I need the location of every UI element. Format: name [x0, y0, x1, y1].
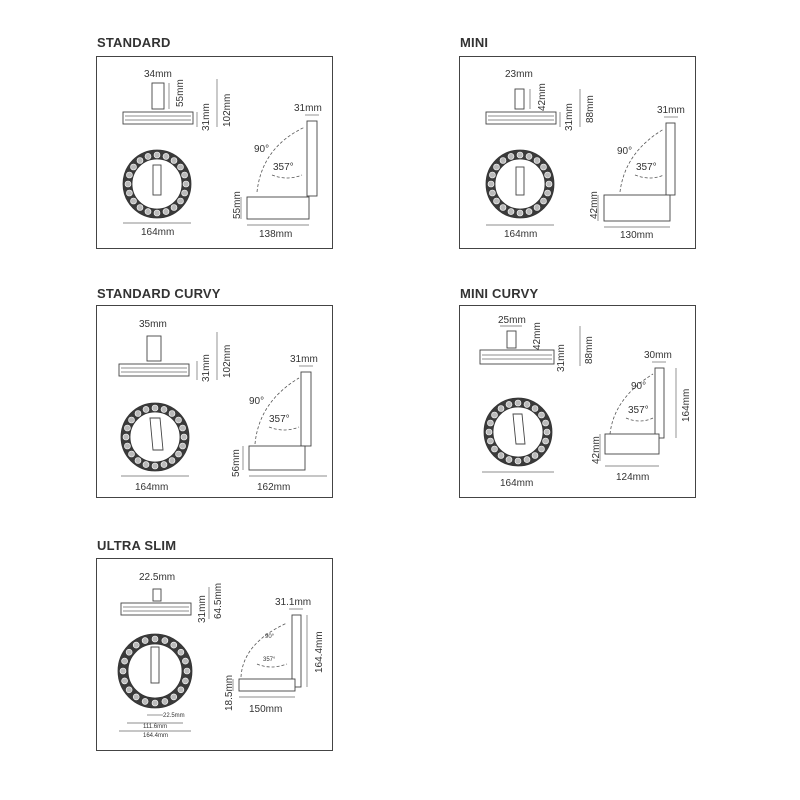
ring-opening — [500, 205, 506, 211]
dim-head-height: 42mm — [537, 83, 548, 111]
dim-base-length: 130mm — [620, 230, 654, 241]
dim-total-height: 102mm — [222, 344, 233, 378]
ring-opening — [545, 190, 551, 196]
dim-total-height: 102mm — [222, 93, 233, 127]
dim-rail-height: 31mm — [197, 595, 208, 623]
dim-tilt: 90° — [617, 146, 633, 157]
ring-opening — [143, 406, 149, 412]
ring-opening — [135, 411, 141, 417]
dim-rotation: 357° — [263, 657, 276, 663]
dim-rotation: 357° — [636, 162, 657, 173]
side-arm-shape — [301, 372, 311, 446]
ring-opening — [129, 417, 135, 423]
ring-opening — [182, 172, 188, 178]
dim-head-width: 34mm — [144, 69, 172, 80]
base-shape — [604, 195, 670, 221]
ring-opening — [517, 152, 523, 158]
ring-opening — [534, 158, 540, 164]
ring-opening — [142, 698, 148, 704]
ring-opening — [515, 458, 521, 464]
ring-opening — [543, 420, 549, 426]
ring-opening — [182, 658, 188, 664]
ring-opening — [182, 678, 188, 684]
dim-side-height: 164mm — [681, 388, 692, 422]
ring-opening — [534, 205, 540, 211]
ring-opening — [517, 210, 523, 216]
dim-total-height: 88mm — [585, 95, 596, 123]
head-shape — [147, 336, 161, 361]
ring-opening — [545, 172, 551, 178]
ring-opening — [524, 457, 530, 463]
dim-base-height: 42mm — [589, 191, 600, 219]
dim-head-width: 23mm — [505, 69, 533, 80]
ring-opening — [515, 400, 521, 406]
dim-head-width: 22.5mm — [139, 572, 176, 583]
ring-opening — [126, 649, 132, 655]
ring-opening — [539, 446, 545, 452]
base-shape — [605, 434, 659, 454]
diagram-standard-curvy — [97, 306, 334, 499]
ring-opening — [178, 649, 184, 655]
dim-head-width: 25mm — [498, 315, 526, 326]
title-mini: MINI — [460, 35, 489, 50]
side-arm-shape — [292, 615, 301, 687]
ring-opening — [184, 668, 190, 674]
dim-side-width: 31.1mm — [275, 597, 312, 608]
ring-opening — [169, 458, 175, 464]
ring-opening — [498, 406, 504, 412]
rail-shape — [480, 350, 554, 364]
dim-ring-inner: 22.5mm — [163, 713, 185, 719]
ring-opening — [498, 453, 504, 459]
ring-opening — [129, 451, 135, 457]
ring-opening — [176, 417, 182, 423]
dim-ring-diameter: 164mm — [504, 229, 538, 240]
rail-shape — [123, 112, 193, 124]
ring-opening — [161, 406, 167, 412]
ring-opening — [120, 668, 126, 674]
ring-opening — [182, 190, 188, 196]
title-ultra-slim: ULTRA SLIM — [97, 538, 177, 553]
dim-base-length: 138mm — [259, 229, 293, 240]
dim-total-height: 64.5mm — [213, 582, 224, 619]
ring-opening — [178, 687, 184, 693]
ring-opening — [541, 198, 547, 204]
ring-opening — [131, 198, 137, 204]
dim-ring-diameter: 164mm — [135, 482, 169, 493]
title-mini-curvy: MINI CURVY — [460, 286, 539, 301]
ring-opening — [176, 451, 182, 457]
ring-opening — [526, 153, 532, 159]
ring-opening — [122, 658, 128, 664]
diagram-panel-mini-curvy — [459, 305, 696, 498]
dim-head-height: 42mm — [532, 322, 543, 350]
ring-opening — [508, 209, 514, 215]
dim-side-height: 164.4mm — [314, 631, 325, 673]
title-standard: STANDARD — [97, 35, 171, 50]
ring-opening — [162, 698, 168, 704]
dim-head-height: 55mm — [175, 79, 186, 107]
ring-opening — [487, 438, 493, 444]
ring-opening — [178, 198, 184, 204]
ring-opening — [171, 205, 177, 211]
ring-opening — [126, 687, 132, 693]
dim-side-width: 31mm — [290, 354, 318, 365]
base-shape — [247, 197, 309, 219]
ring-opening — [171, 158, 177, 164]
ring-opening — [489, 190, 495, 196]
ring-opening — [152, 405, 158, 411]
diagram-panel-ultra-slim — [96, 558, 333, 751]
ring-opening — [546, 181, 552, 187]
ring-opening — [180, 443, 186, 449]
ring-opening — [526, 209, 532, 215]
ring-opening — [131, 164, 137, 170]
ring-opening — [123, 434, 129, 440]
dim-rotation: 357° — [628, 405, 649, 416]
ring-opening — [125, 181, 131, 187]
ring-opening — [494, 164, 500, 170]
dim-rotation: 357° — [269, 414, 290, 425]
dim-base-height: 18.5mm — [224, 674, 235, 711]
ring-opening — [532, 406, 538, 412]
ring-opening — [180, 425, 186, 431]
ring-opening — [494, 198, 500, 204]
ring-opening — [543, 438, 549, 444]
ring-opening — [508, 153, 514, 159]
dim-side-width: 30mm — [644, 350, 672, 361]
ring-opening — [178, 164, 184, 170]
ring-opening — [154, 152, 160, 158]
ring-opening — [163, 153, 169, 159]
diagram-panel-standard-curvy — [96, 305, 333, 498]
diagram-mini-curvy — [460, 306, 697, 499]
dim-side-width: 31mm — [657, 105, 685, 116]
ring-opening — [163, 209, 169, 215]
dim-rail-height: 31mm — [201, 354, 212, 382]
ring-opening — [506, 457, 512, 463]
dim-base-length: 124mm — [616, 472, 650, 483]
dim-base-length: 162mm — [257, 482, 291, 493]
ring-opening — [124, 425, 130, 431]
dim-total-height: 88mm — [584, 336, 595, 364]
head-shape — [152, 83, 164, 109]
ring-opening — [133, 694, 139, 700]
ring-opening — [143, 462, 149, 468]
ring-opening — [492, 446, 498, 452]
ring-opening — [124, 443, 130, 449]
diagram-panel-mini — [459, 56, 696, 249]
dim-base-height: 42mm — [591, 436, 602, 464]
dim-tilt: 90° — [265, 634, 275, 640]
base-shape — [249, 446, 305, 470]
ring-opening — [181, 434, 187, 440]
head-shape — [153, 589, 161, 601]
ring-opening — [154, 210, 160, 216]
ring-opening — [489, 172, 495, 178]
dim-rail-height: 31mm — [201, 103, 212, 131]
head-shape — [507, 331, 516, 348]
rail-shape — [486, 112, 556, 124]
ring-opening — [137, 158, 143, 164]
dim-ring-mid: 111.6mm — [143, 724, 168, 730]
dim-tilt: 90° — [254, 144, 270, 155]
ring-opening — [152, 636, 158, 642]
title-standard-curvy: STANDARD CURVY — [97, 286, 221, 301]
ring-opening — [500, 158, 506, 164]
ring-opening — [541, 164, 547, 170]
base-shape — [239, 679, 295, 691]
ring-opening — [133, 642, 139, 648]
dim-base-height: 56mm — [231, 449, 242, 477]
ring-opening — [135, 458, 141, 464]
ring-opening — [487, 420, 493, 426]
ring-opening — [488, 181, 494, 187]
dim-ring-diameter: 164mm — [141, 227, 175, 238]
ring-opening — [486, 429, 492, 435]
dim-rail-height: 31mm — [556, 344, 567, 372]
ring-opening — [183, 181, 189, 187]
dim-base-height: 55mm — [232, 191, 243, 219]
side-arm-shape — [666, 123, 675, 195]
dim-tilt: 90° — [631, 381, 647, 392]
dim-ring-diameter: 164mm — [500, 478, 534, 489]
diagram-ultra-slim — [97, 559, 334, 752]
rail-shape — [119, 364, 189, 376]
ring-opening — [145, 209, 151, 215]
ring-opening — [152, 700, 158, 706]
dim-ring-diameter: 164.4mm — [143, 733, 169, 739]
diagram-mini — [460, 57, 697, 250]
dim-head-width: 35mm — [139, 319, 167, 330]
side-arm-shape — [307, 121, 317, 196]
ring-opening — [161, 462, 167, 468]
dim-side-width: 31mm — [294, 103, 322, 114]
ring-opening — [532, 453, 538, 459]
ring-opening — [169, 411, 175, 417]
ring-opening — [524, 401, 530, 407]
dim-rotation: 357° — [273, 162, 294, 173]
ring-opening — [152, 463, 158, 469]
ring-opening — [171, 694, 177, 700]
ring-opening — [137, 205, 143, 211]
ring-opening — [122, 678, 128, 684]
ring-opening — [162, 638, 168, 644]
diagram-standard — [97, 57, 334, 250]
dim-tilt: 90° — [249, 396, 265, 407]
ring-opening — [126, 190, 132, 196]
head-shape — [515, 89, 524, 109]
ring-opening — [492, 412, 498, 418]
ring-opening — [171, 642, 177, 648]
dim-base-length: 150mm — [249, 704, 283, 715]
ring-opening — [539, 412, 545, 418]
dim-rail-height: 31mm — [564, 103, 575, 131]
ring-opening — [506, 401, 512, 407]
diagram-panel-standard — [96, 56, 333, 249]
rail-shape — [121, 603, 191, 615]
ring-opening — [126, 172, 132, 178]
side-arm-shape — [655, 368, 664, 438]
ring-opening — [145, 153, 151, 159]
ring-opening — [544, 429, 550, 435]
ring-opening — [142, 638, 148, 644]
